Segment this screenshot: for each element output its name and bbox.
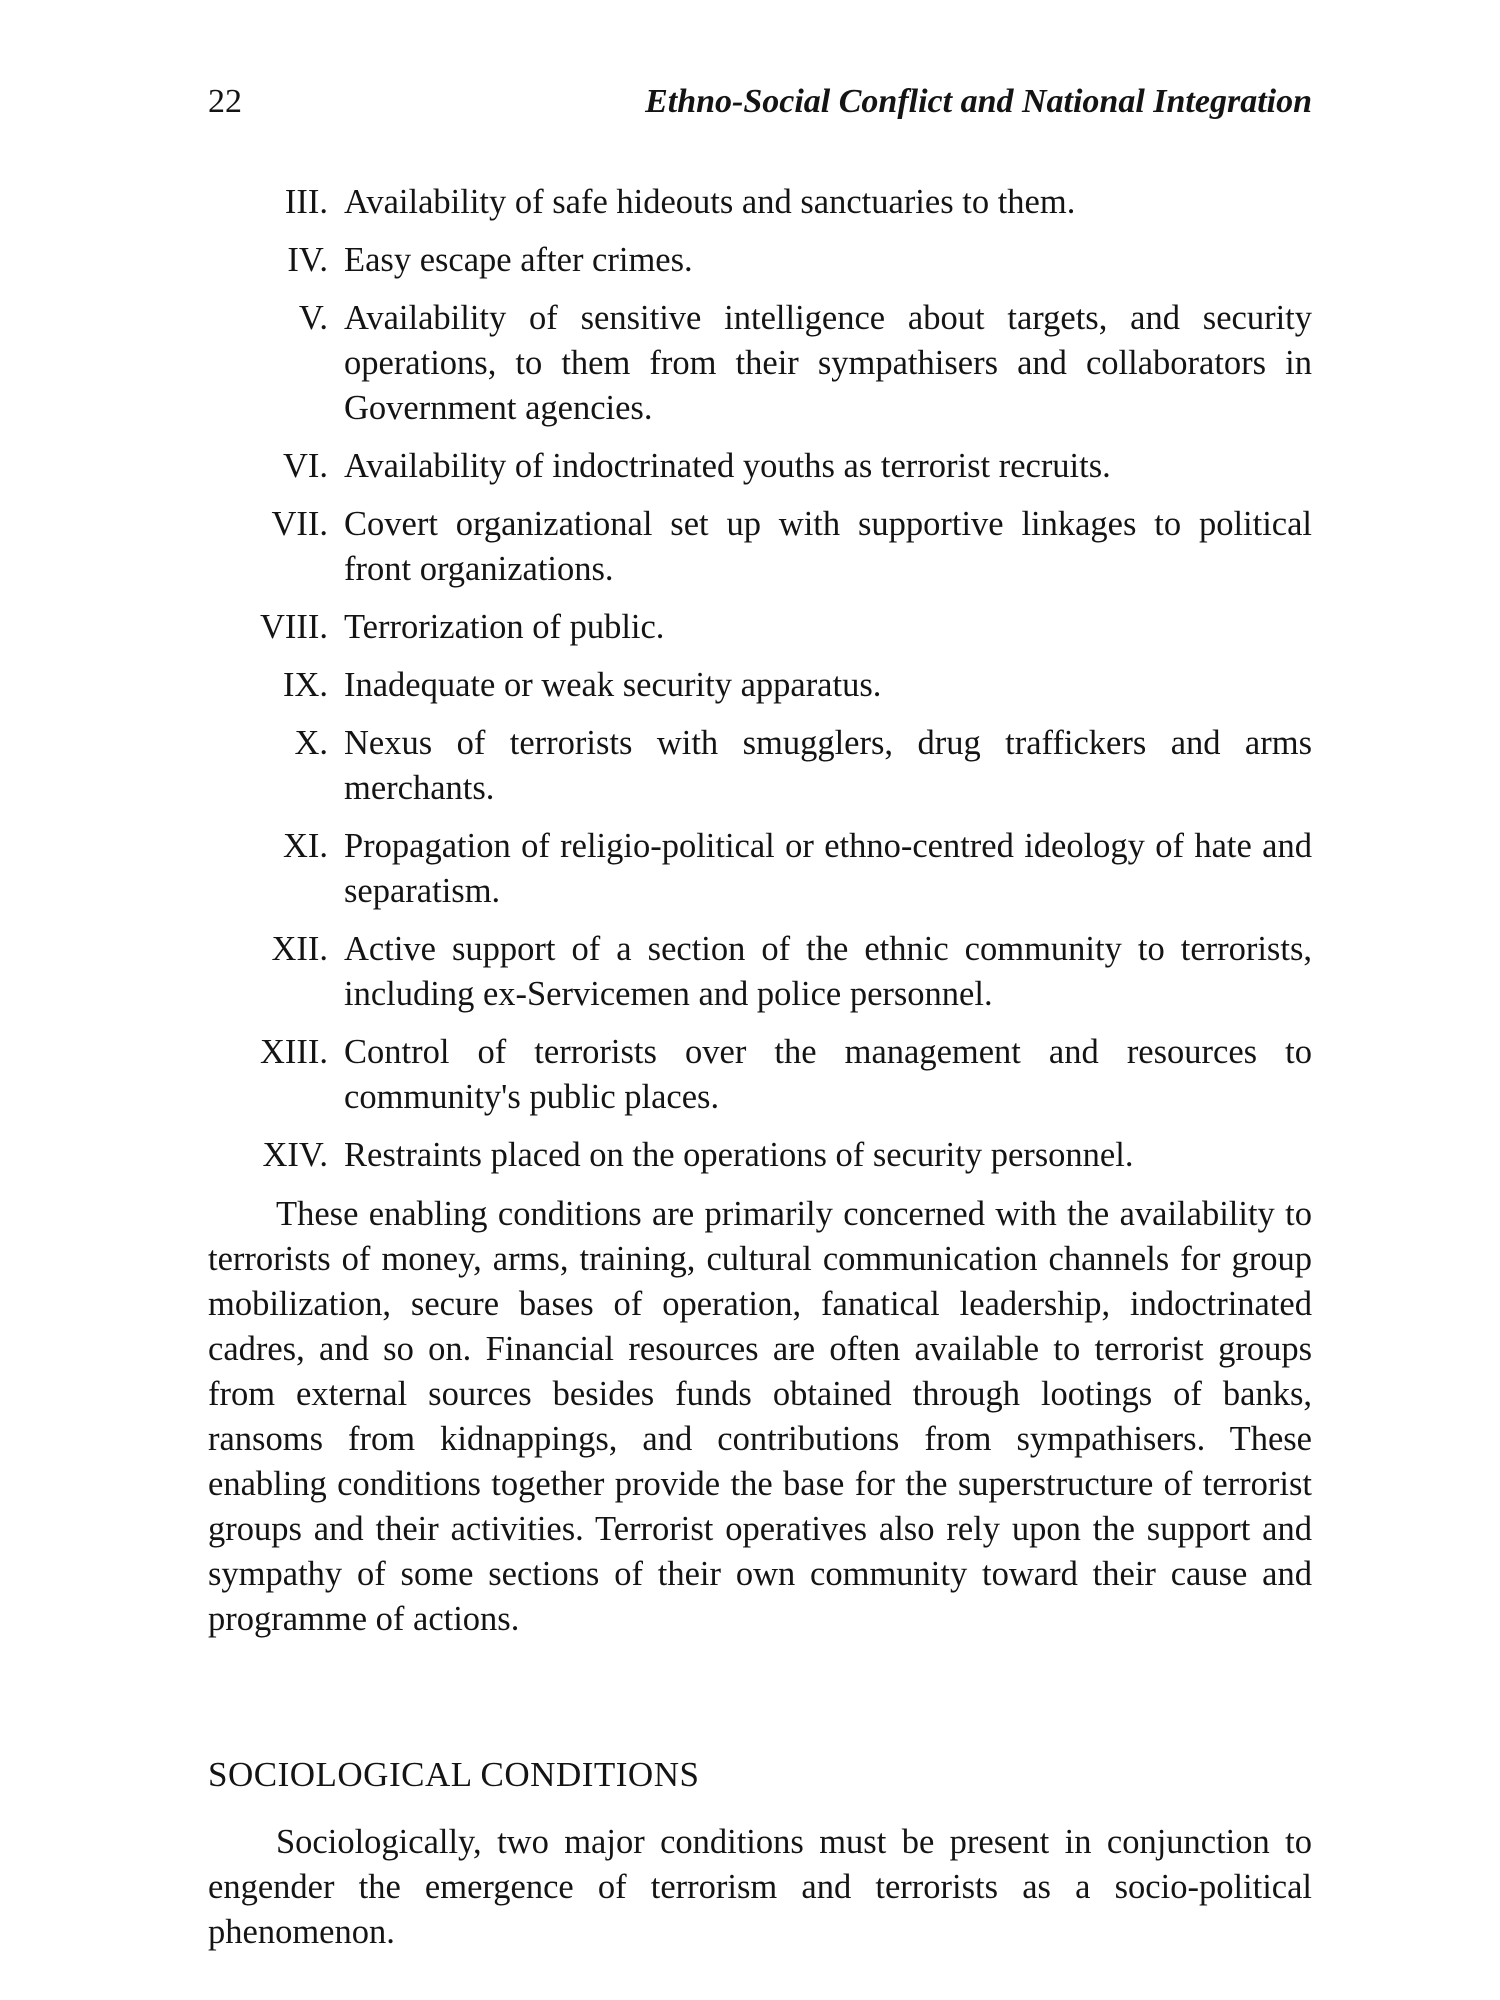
body-paragraph-sociological: Sociologically, two major conditions must be present in conjunction to engender the emergence of terrorism and terrorists as a socio-political phenomenon.	[208, 1823, 1312, 1951]
page-number: 22	[208, 83, 242, 120]
list-numeral: VIII.	[259, 608, 328, 646]
list-item-text: Covert organizational set up with supportive linkages to political front organizations.	[344, 505, 1312, 588]
list-item	[208, 1133, 1312, 1178]
list-item-text: Propagation of religio-political or ethno-centred ideology of hate and separatism.	[344, 827, 1312, 910]
list-numeral: VII.	[271, 505, 328, 543]
list-item-text: Easy escape after crimes.	[344, 241, 693, 279]
list-item	[208, 1030, 1312, 1120]
list-item	[208, 238, 1312, 283]
list-item	[208, 663, 1312, 708]
running-head	[208, 80, 1312, 124]
list-numeral: X.	[294, 724, 328, 762]
list-item-text: Terrorization of public.	[344, 608, 665, 646]
list-numeral: III.	[284, 183, 328, 221]
list-numeral: XIV.	[262, 1136, 328, 1174]
list-item-text: Nexus of terrorists with smugglers, drug traffickers and arms merchants.	[344, 724, 1312, 807]
list-item-text: Inadequate or weak security apparatus.	[344, 666, 882, 704]
list-item	[208, 296, 1312, 431]
list-item-text: Availability of sensitive intelligence about targets, and security operations, to them from their sympathisers and collaborators in Government agencies.	[344, 299, 1312, 427]
list-item-text: Restraints placed on the operations of security personnel.	[344, 1136, 1134, 1174]
conditions-list	[208, 180, 1312, 1191]
list-numeral: VI.	[282, 447, 328, 485]
list-item	[208, 180, 1312, 225]
list-numeral: XII.	[271, 930, 328, 968]
list-item	[208, 605, 1312, 650]
list-item-text: Availability of safe hideouts and sanctuaries to them.	[344, 183, 1076, 221]
list-item-text: Availability of indoctrinated youths as terrorist recruits.	[344, 447, 1111, 485]
list-item-text: Control of terrorists over the management and resources to community's public places.	[344, 1033, 1312, 1116]
list-item	[208, 824, 1312, 914]
list-numeral: XI.	[282, 827, 328, 865]
section-heading: SOCIOLOGICAL CONDITIONS	[208, 1755, 700, 1794]
body-paragraph-enabling-conditions: These enabling conditions are primarily concerned with the availability to terrorists of money, arms, training, cultural communication channels for group mobilization, secure bases of operation, fanatical leadership, indoctrinated cadres, and so on. Financial resources are often available to terrorist groups from external sources besides funds obtained through lootings of banks, ransoms from kidnappings, and contributions from sympathisers. These enabling conditions together provide the base for the superstructure of terrorist groups and their activities. Terrorist operatives also rely upon the support and sympathy of some sections of their own community toward their cause and programme of actions.	[208, 1195, 1312, 1638]
book-page	[208, 0, 1312, 2000]
list-item	[208, 502, 1312, 592]
list-item	[208, 721, 1312, 811]
list-numeral: IX.	[282, 666, 328, 704]
list-item	[208, 444, 1312, 489]
list-numeral: XIII.	[259, 1033, 328, 1071]
list-numeral: V.	[298, 299, 328, 337]
list-item-text: Active support of a section of the ethnic community to terrorists, including ex-Servicemen and police personnel.	[344, 930, 1312, 1013]
list-item	[208, 927, 1312, 1017]
list-numeral: IV.	[287, 241, 328, 279]
running-title: Ethno-Social Conflict and National Integration	[645, 83, 1312, 120]
